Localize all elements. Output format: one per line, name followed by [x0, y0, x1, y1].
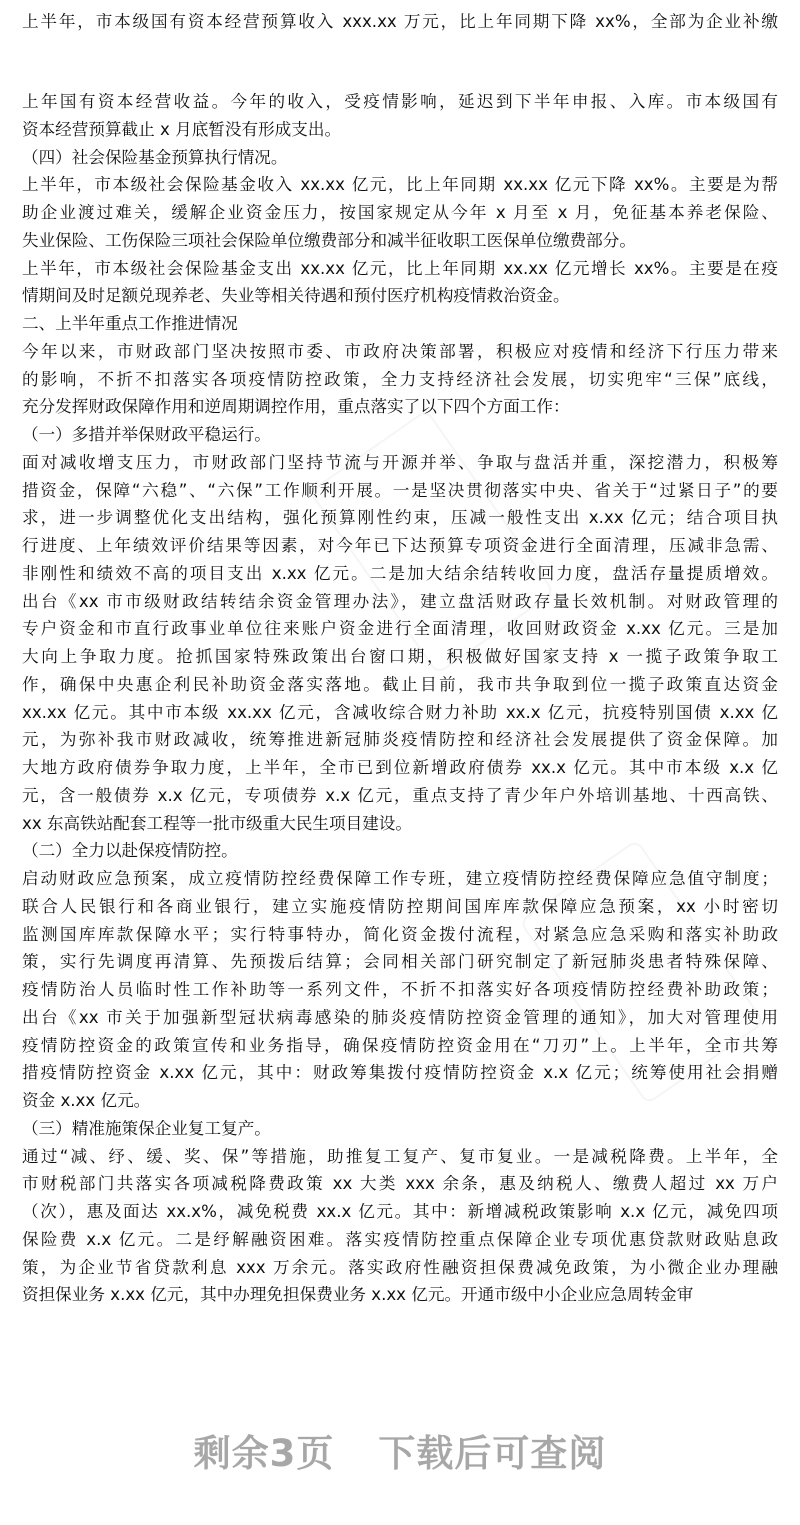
paragraph-line: xx 东高铁站配套工程等一批市级重大民生项目建设。 [22, 813, 412, 833]
paragraph-line: 今年以来，市财政部门坚决按照市委、市政府决策部署，积极应对疫情和经济下行压力带来 [22, 341, 778, 361]
paragraph-line: 行进度、上年绩效评价结果等因素，对今年已下达预算专项资金进行全面清理，压减非急需、 [22, 536, 778, 555]
paragraph-line: 策，为企业节省贷款利息 xxx 万余元。落实政府性融资担保费减免政策，为小微企业办理融 [22, 1257, 778, 1277]
paragraph-line: （次），惠及面达 xx.x%，减免税费 xx.x 亿元。其中：新增减税政策影响 x.x 亿元，减免四项 [22, 1202, 778, 1221]
paragraph-line: 失业保险、工伤保险三项社会保险单位缴费部分和减半征收职工医保单位缴费部分。 [22, 230, 636, 250]
paragraph [22, 144, 778, 172]
paragraph-line: 元，含一般债券 x.x 亿元，专项债券 x.x 亿元，重点支持了青少年户外培训基地、十西高铁、 [22, 785, 778, 805]
paragraph-line: 措资金，保障“六稳”、“六保”工作顺利开展。一是坚决贯彻落实中央、省关于“过紧日子”的要 [22, 480, 778, 500]
paragraph-line: 保险费 x.x 亿元。二是纾解融资困难。落实疫情防控重点保障企业专项优惠贷款财政贴息政 [22, 1229, 778, 1249]
paragraph-line: 资本经营预算截止 x 月底暂没有形成支出。 [22, 119, 342, 139]
paragraph [22, 837, 778, 865]
paragraph-line: 措疫情防控资金 x.xx 亿元，其中：财政筹集拨付疫情防控资金 x.x 亿元；统筹使用社会捐赠 [22, 1063, 778, 1083]
paragraph-line: 上半年，市本级社会保险基金收入 xx.xx 亿元，比上年同期 xx.xx 亿元下降 xx%。主要是为帮 [22, 175, 778, 195]
paragraph-line: 出台《xx 市市级财政结转结余资金管理办法》，建立盘活财政存量长效机制。对财政管理的 [22, 591, 778, 611]
download-prompt[interactable] [0, 1423, 800, 1477]
paragraph [22, 338, 778, 421]
paragraph-line: 二、上半年重点工作推进情况 [22, 314, 238, 333]
paragraph [22, 421, 778, 449]
paragraph-line: 联合人民银行和各商业银行，建立实施疫情防控期间国库库款保障应急预案，xx 小时密切 [22, 896, 778, 916]
paragraph-line: 作，确保中央惠企利民补助资金落实落地。截止目前，我市共争取到位一揽子政策直达资金 [22, 674, 778, 694]
paragraph-line: 情期间及时足额兑现养老、失业等相关待遇和预付医疗机构疫情救治资金。 [22, 286, 570, 306]
paragraph-line: 疫情防治人员临时性工作补助等一系列文件，不折不扣落实好各项疫情防控经费补助政策； [22, 980, 778, 999]
paragraph-line: xx.xx 亿元。其中市本级 xx.xx 亿元，含减收综合财力补助 xx.x 亿元，抗疫特别国债 x.xx 亿 [22, 702, 778, 722]
paragraph-line: 疫情防控资金的政策宣传和业务指导，确保疫情防控资金用在“刀刃”上。上半年，全市共筹 [22, 1035, 778, 1055]
paragraph-line: 充分发挥财政保障作用和逆周期调控作用，重点落实了以下四个方面工作： [22, 397, 570, 417]
paragraph [22, 865, 778, 1115]
paragraph [22, 1115, 778, 1143]
paragraph-line: 面对减收增支压力，市财政部门坚持节流与开源并举、争取与盘活并重，深挖潜力，积极筹 [22, 452, 778, 472]
paragraph-line: 上年国有资本经营收益。今年的收入，受疫情影响，延迟到下半年申报、入库。市本级国有 [22, 92, 778, 111]
document-body [22, 88, 778, 1309]
paragraph-line: 元，为弥补我市财政减收，统筹推进新冠肺炎疫情防控和经济社会发展提供了资金保障。加 [22, 730, 778, 750]
paragraph-line: 专户资金和市直行政事业单位往来账户资金进行全面清理，收回财政资金 x.xx 亿元。三是加 [22, 619, 778, 639]
paragraph-line: 资担保业务 x.xx 亿元，其中办理免担保费业务 x.xx 亿元。开通市级中小企业应急周转金审 [22, 1285, 694, 1305]
remaining-pages-text: 剩余3页 [193, 1432, 335, 1475]
paragraph-line: 求，进一步调整优化支出结构，强化预算刚性约束，压减一般性支出 x.xx 亿元；结合项目执 [22, 508, 778, 528]
paragraph [22, 255, 778, 311]
paragraph-line: 市财税部门共落实各项减税降费政策 xx 大类 xxx 余条，惠及纳税人、缴费人超过 xx 万户 [22, 1174, 778, 1194]
paragraph-line: 上半年，市本级社会保险基金支出 xx.xx 亿元，比上年同期 xx.xx 亿元增长 xx%。主要是在疫 [22, 258, 778, 278]
paragraph-line: （三）精准施策保企业复工复产。 [22, 1118, 271, 1138]
paragraph-line: 的影响，不折不扣落实各项疫情防控政策，全力支持经济社会发展，切实兜牢“三保”底线， [22, 369, 778, 389]
paragraph [22, 310, 778, 338]
download-to-view-text: 下载后可查阅 [378, 1432, 607, 1475]
paragraph-line: 大地方政府债券争取力度，上半年，全市已到位新增政府债券 xx.x 亿元。其中市本级 x.x 亿 [22, 758, 778, 777]
paragraph-line: 通过“减、纾、缓、奖、保”等措施，助推复工复产、复市复业。一是减税降费。上半年，全 [22, 1146, 778, 1166]
paragraph-line: 出台《xx 市关于加强新型冠状病毒感染的肺炎疫情防控资金管理的通知》，加大对管理使用 [22, 1007, 778, 1027]
paragraph-line: 助企业渡过难关，缓解企业资金压力，按国家规定从今年 x 月至 x 月，免征基本养老保险、 [22, 203, 778, 222]
paragraph [22, 1143, 778, 1310]
paragraph-line: 监测国库库款保障水平；实行特事特办，简化资金拨付流程，对紧急应急采购和落实补助政 [22, 924, 778, 944]
paragraph [22, 88, 778, 144]
paragraph [22, 449, 778, 838]
paragraph-line: （四）社会保险基金预算执行情况。 [22, 147, 288, 167]
paragraph-line: 大向上争取力度。抢抓国家特殊政策出台窗口期，积极做好国家支持 x 一揽子政策争取工 [22, 647, 778, 666]
paragraph [22, 171, 778, 254]
paragraph-line: 资金 x.xx 亿元。 [22, 1091, 151, 1110]
paragraph-line: 策，实行先调度再清算、先预拨后结算；会同相关部门研究制定了新冠肺炎患者特殊保障、 [22, 952, 778, 972]
paragraph-line: （一）多措并举保财政平稳运行。 [22, 425, 271, 444]
paragraph-line: （二）全力以赴保疫情防控。 [22, 841, 238, 861]
paragraph-line: 启动财政应急预案，成立疫情防控经费保障工作专班，建立疫情防控经费保障应急值守制度； [22, 869, 778, 888]
paragraph-line: 非刚性和绩效不高的项目支出 x.xx 亿元。二是加大结余结转收回力度，盘活存量提质增效。 [22, 563, 778, 583]
paragraph-line: 上半年，市本级国有资本经营预算收入 xxx.xx 万元，比上年同期下降 xx%，全部为企业补缴 [22, 12, 778, 31]
